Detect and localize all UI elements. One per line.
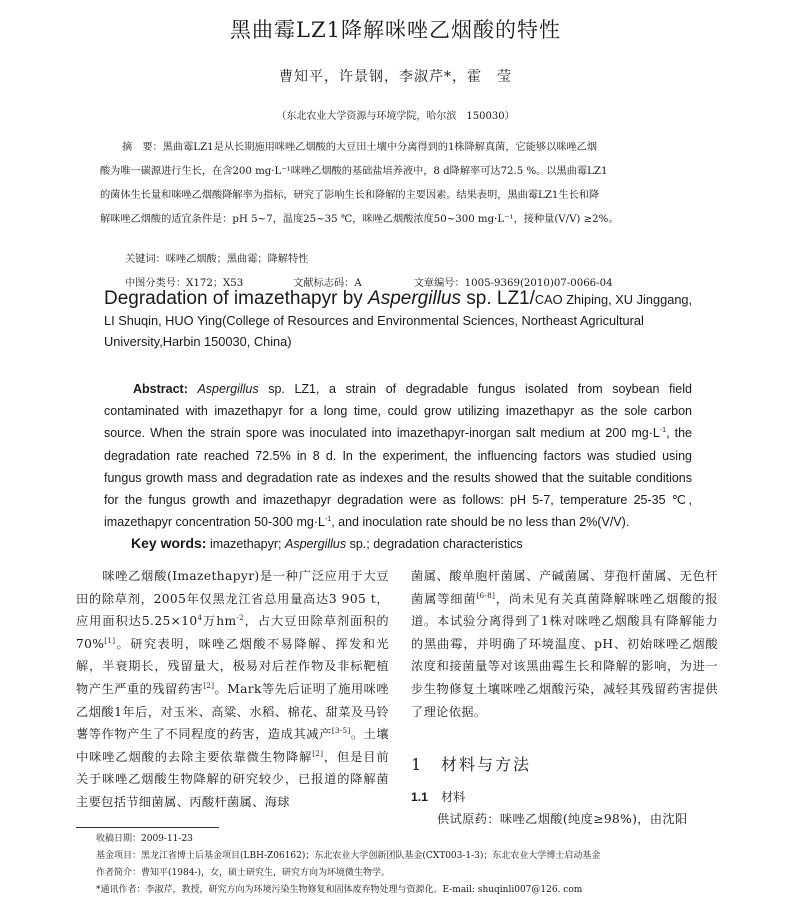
clc-number: 中图分类号：X172；X53 [125,278,244,289]
english-affiliation-line: University,Harbin 150030, China) [104,334,292,349]
subsection-heading: 1.1 材料 [411,790,466,804]
affiliation: （东北农业大学资源与环境学院，哈尔滨 150030） [276,111,515,122]
cn-abstract-line [100,136,692,160]
keywords-label: Key words: [131,535,207,551]
received-date: 收稿日期：2009-11-23 [96,834,193,844]
cn-abstract-line: 酸为唯一碳源进行生长，在含200 mg·L⁻¹咪唑乙烟酸的基础盐培养液中，8 d降解率可达72.5 %。以黑曲霉LZ1 [100,166,608,177]
english-abstract: Abstract: Aspergillus sp. LZ1, a strain of degradable fungus isolated from soybean field contaminated with imazethapyr for a long time, could grow utilizing imazethapyr as the sole carbon source. When the strain spore was inoculated into imazethapyr-inorgan salt medium at 200 $mg\cdot L^{-1}$, the degradation rate reached 72.5% in 8 d. In the experiment, the influencing factors was studied using fungus growth mass and degradation rate as indexes and the results showed that the suitable conditions for the fungus growth and imazethapyr degradation were as follows: pH 5-7, temperature 25-35 ℃, imazethapyr concentration 50-300 $mg\cdot L^{-1}$, and inoculation rate should be no less than 2%(V/V). [104,382,692,530]
citation: [1] [104,636,116,645]
cn-abstract-text: 黑曲霉LZ1是从长期施用咪唑乙烟酸的大豆田土壤中分离得到的1株降解真菌，它能够以咪唑乙烟 [162,142,598,153]
subsection-text: 供试原药：咪唑乙烟酸(纯度≥98%)，由沈阳 [437,812,688,826]
cn-keywords: 关键词：咪唑乙烟酸；黑曲霉；降解特性 [125,254,309,265]
document-code: 文献标志码：A [293,278,362,289]
english-authors: CAO Zhiping, XU Jinggang, [534,292,693,307]
cn-abstract-line: 的菌体生长量和咪唑乙烟酸降解率为指标，研究了影响生长和降解的主要因素。结果表明，黑曲霉LZ1生长和降 [100,190,600,201]
paper-title: 黑曲霉LZ1降解咪唑乙烟酸的特性 [230,18,561,42]
citation: [6-8] [476,591,496,600]
author-bio: 作者简介：曹知平(1984-)，女，硕士研究生，研究方向为环境微生物学。 [96,868,390,878]
chinese-abstract [100,136,692,232]
citation: [2] [312,749,324,758]
english-title-block [104,288,694,352]
author-list: 曹知平，许景钢，李淑芹*，霍 莹 [279,69,512,85]
citation: [2] [203,681,215,690]
body-paragraph: 菌属、酸单胞杆菌属、产碱菌属、芽孢杆菌属、无色杆菌属等细菌[6-8]，尚未见有关真菌降解咪唑乙烟酸的报道。本试验分离得到了1株对咪唑乙烟酸具有降解能力的黑曲霉，并明确了环境温度、pH、初始咪唑乙烟酸浓度和接菌量等对该黑曲霉生长和降解的影响，为进一步生物修复土壤咪唑乙烟酸污染，减轻其残留药害提供了理论依据。 [411,569,718,719]
funding-note: 基金项目：黑龙江省博士后基金项目(LBH-Z06162)；东北农业大学创新团队基金(CXT003-1-3)；东北农业大学博士启动基金 [96,851,601,861]
english-affiliation-line: LI Shuqin, HUO Ying(College of Resources and Environmental Sciences, Northeast Agricultural [104,313,644,328]
body-paragraph: 咪唑乙烟酸(Imazethapyr)是一种广泛应用于大豆田的除草剂，2005年仅黑龙江省总用量高达3 905 t，应用面积达$5.25\times 10^4$万$hm^{-2}$，占大豆田除草剂面积的70%[1]。研究表明，咪唑乙烟酸不易降解、挥发和光解，半衰期长，残留量大，极易对后茬作物及非标靶植物产生严重的残留药害[2]。Mark等先后证明了施用咪唑乙烟酸1年后，对玉米、高粱、水稻、棉花、甜菜及马铃薯等作物产生了不同程度的药害，造成其减产[3-5]。土壤中咪唑乙烟酸的去除主要依靠微生物降解[2]，但是目前关于咪唑乙烟酸生物降解的研究较少，已报道的降解菌主要包括节细菌属、丙酸杆菌属、海球 [76,569,390,809]
footnote-divider [76,827,219,828]
abstract-label: Abstract: [133,382,188,396]
english-keywords: Key words: imazethapyr; Aspergillus sp.; degradation characteristics [131,535,523,551]
footnotes [96,831,716,899]
section-heading: 1 材料与方法 [411,755,532,774]
article-number: 文章编号：1005-9369(2010)07-0066-04 [413,278,613,289]
body-column-left [76,565,389,814]
species-name: Aspergillus [197,382,259,396]
citation: [3-5] [331,727,351,736]
cn-abstract-line: 解咪唑乙烟酸的适宜条件是：pH 5~7，温度25~35 ℃，咪唑乙烟酸浓度50~300 mg·L⁻¹，接种量(V/V) ≥2%。 [100,214,619,225]
body-column-right [411,565,718,723]
english-title: Degradation of imazethapyr by Aspergillus sp. LZ1/ [104,288,535,309]
cn-abstract-label: 摘 要： [122,142,163,153]
corresponding-author: *通讯作者：李淑芹，教授，研究方向为环境污染生物修复和固体废弃物处理与资源化。E-mail: shuqinli007@126. com [96,885,583,895]
